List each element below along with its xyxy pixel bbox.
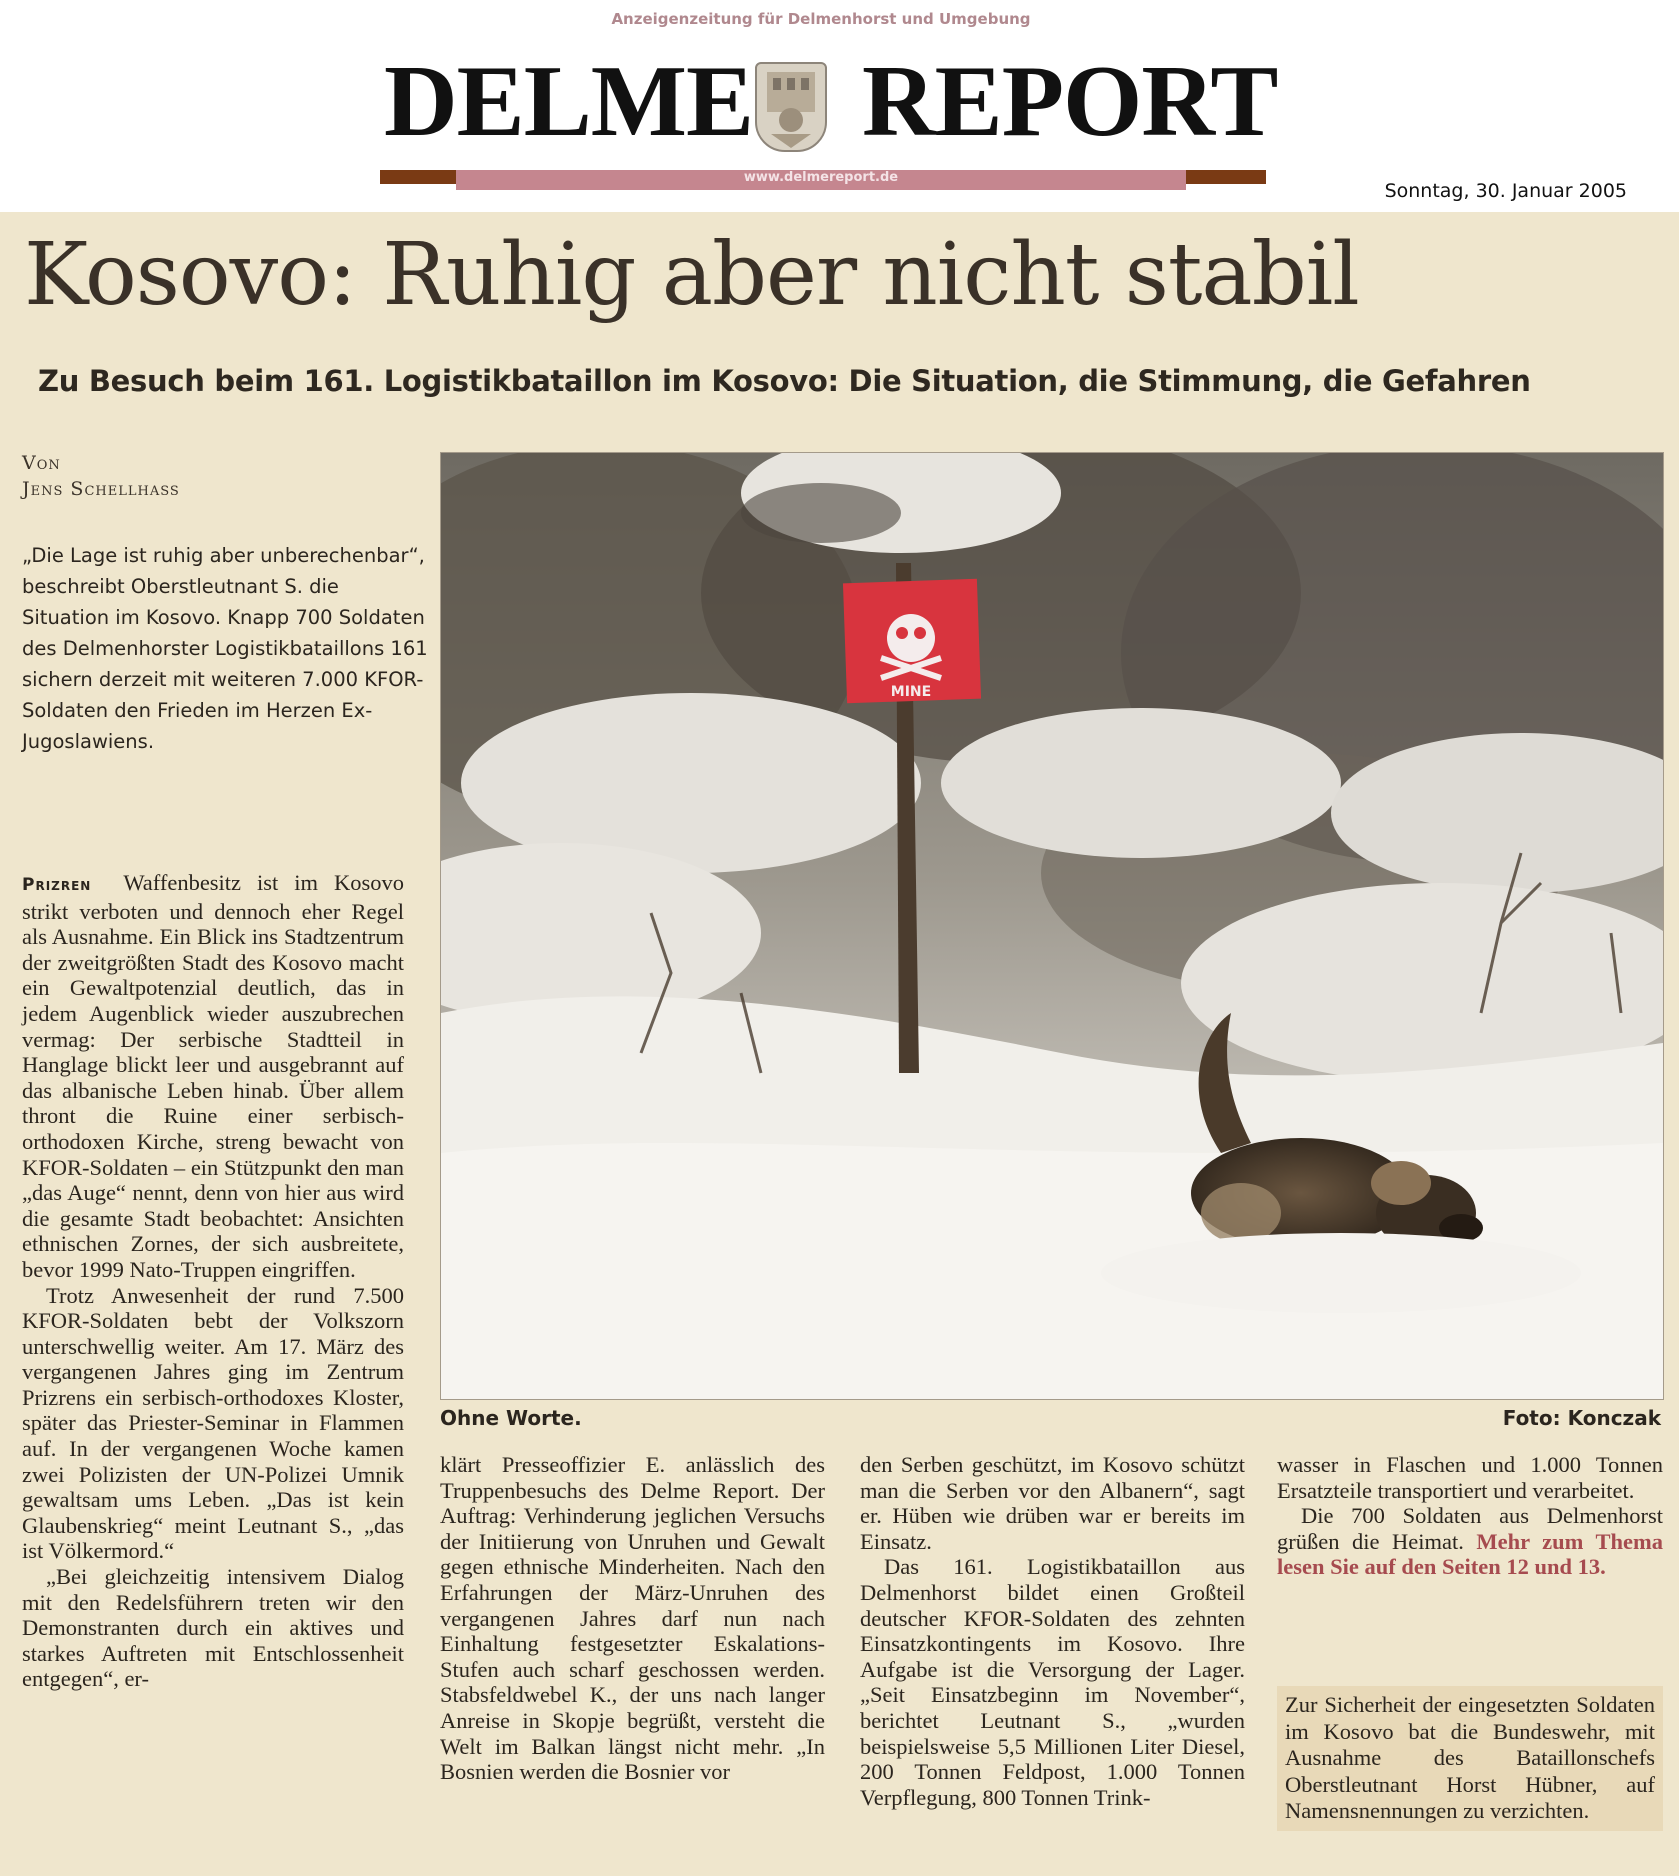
photo-caption: Ohne Worte. [440, 1406, 582, 1430]
issue-date: Sonntag, 30. Januar 2005 [1384, 180, 1627, 202]
column-1-paragraph-3: „Bei gleichzeitig intensivem Dialog mit den Redelsführern treten wir den Demonstranten durch ein aktives und starkes Auftreten mit Entschlossenheit entgegen“, er- [22, 1564, 404, 1692]
article-photo [440, 452, 1664, 1400]
subheadline: Zu Besuch beim 161. Logistikbataillon im Kosovo: Die Situation, die Stimmung, die Gefahren [38, 364, 1531, 398]
byline-prefix: Von [22, 452, 61, 474]
article-clipping [0, 212, 1679, 1876]
column-1-paragraph-1 [22, 870, 404, 1283]
article-column-3 [860, 1452, 1245, 1810]
column-2-paragraph-1: klärt Presseoffizier E. anlässlich des Truppenbesuchs des Delme Report. Der Auftrag: Verhinderung jeglichen Versuchs der Initiierung von Unruhen und Gewalt gegen ethnische Minderheiten. Nach den Erfahrungen der März-Unruhen des vergangenen Jahres darf nun nach Einhaltung festgesetzter Eskalations-Stufen auch scharf geschossen werden. Stabsfeldwebel K., der uns nach langer Anreise in Skopje begrüßt, versteht die Welt im Balkan längst nicht mehr. „In Bosnien werden die Bosnier vor [440, 1452, 825, 1785]
column-1-text-1: Waffenbesitz ist im Kosovo strikt verboten und dennoch eher Regel als Ausnahme. Ein Blick ins Stadtzentrum der zweitgrößten Stadt des Kosovo macht ein Gewaltpotenzial deutlich, das in jedem Augenblick wieder auszubrechen vermag: Der serbische Stadtteil in Hanglage blickt leer und ausgebrannt auf das albanische Leben hinab. Über allem thront die Ruine einer serbisch-orthodoxen Kirche, streng bewacht von KFOR-Soldaten – ein Stützpunkt den man „das Auge“ nennt, denn von hier aus wird die gesamte Stadt beobachtet: Ansichten ethnischen Zornes, der sich ausbreitete, bevor 1999 Nato-Truppen eingriffen. [22, 870, 405, 1282]
column-3-paragraph-1: den Serben geschützt, im Kosovo schützt man die Serben vor den Albanern“, sagt er. Hüben wie drüben war er bereits im Einsatz. [860, 1452, 1245, 1554]
column-1-paragraph-2: Trotz Anwesenheit der rund 7.500 KFOR-Soldaten bebt der Volkszorn unterschwellig weiter. Am 17. März des vergangenen Jahres ging im Zentrum Prizrens ein serbisch-orthodoxes Kloster, später das Priester-Seminar in Flammen auf. In der vergangenen Woche kamen zwei Polizisten der UN-Polizei Umnik gewaltsam ums Leben. „Das ist kein Glaubenskrieg“ meint Leutnant S., „das ist Völkermord.“ [22, 1282, 404, 1564]
lead-paragraph: „Die Lage ist ruhig aber unberechenbar“, beschreibt Oberstleutnant S. die Situation im Kosovo. Knapp 700 Soldaten des Delmenhorster Logistikbataillons 161 sichern derzeit mit weiteren 7.000 KFOR-Soldaten den Frieden im Herzen Ex-Jugoslawiens. [22, 544, 428, 753]
article-column-1 [22, 870, 404, 1692]
column-4-greeting: Die 700 Soldaten aus Delmenhorst grüßen die Heimat. [1277, 1503, 1663, 1554]
article-column-4 [1277, 1452, 1663, 1580]
column-4-paragraph-1: wasser in Flaschen und 1.000 Tonnen Ersatzteile transportiert und verarbeitet. [1277, 1452, 1663, 1503]
column-4-paragraph-2 [1277, 1503, 1663, 1580]
mine-sign [843, 579, 981, 704]
article-column-2 [440, 1452, 825, 1785]
dateline: Prizren [22, 875, 92, 895]
masthead-tagline: Anzeigenzeitung für Delmenhorst und Umgebung [611, 10, 1031, 28]
logo-delme: DELME [384, 45, 754, 158]
more-on-topic-link: Mehr zum Thema lesen Sie auf den Seiten 12 und 13. [1277, 1528, 1664, 1580]
logo-report: REPORT [862, 45, 1278, 158]
headline: Kosovo: Ruhig aber nicht stabil [24, 225, 1359, 325]
anonymity-note: Zur Sicherheit der eingesetzten Soldaten im Kosovo bat die Bundeswehr, mit Ausnahme des Bataillonschefs Oberstleutnant Horst Hübner, auf Namensnennungen zu verzichten. [1277, 1686, 1663, 1831]
photo-credit: Foto: Konczak [1502, 1406, 1661, 1430]
city-crest-icon [755, 62, 827, 152]
snow-forest-illustration [441, 453, 1663, 1399]
logo [272, 42, 1370, 162]
mine-sign-label: MINE [890, 684, 932, 700]
masthead-website: www.delmereport.de [743, 170, 899, 185]
author-name: Jens Schellhass [22, 478, 180, 500]
column-3-paragraph-2: Das 161. Logistikbataillon aus Delmenhorst bildet einen Großteil deutscher KFOR-Soldaten des zehnten Einsatzkontingents im Kosovo. Ihre Aufgabe ist die Versorgung der Lager. „Seit Einsatzbeginn im November“, berichtet Leutnant S., „wurden beispielsweise 5,5 Millionen Liter Diesel, 200 Tonnen Feldpost, 1.000 Tonnen Verpflegung, 800 Tonnen Trink- [860, 1554, 1245, 1810]
masthead [272, 0, 1370, 212]
byline [22, 450, 422, 502]
